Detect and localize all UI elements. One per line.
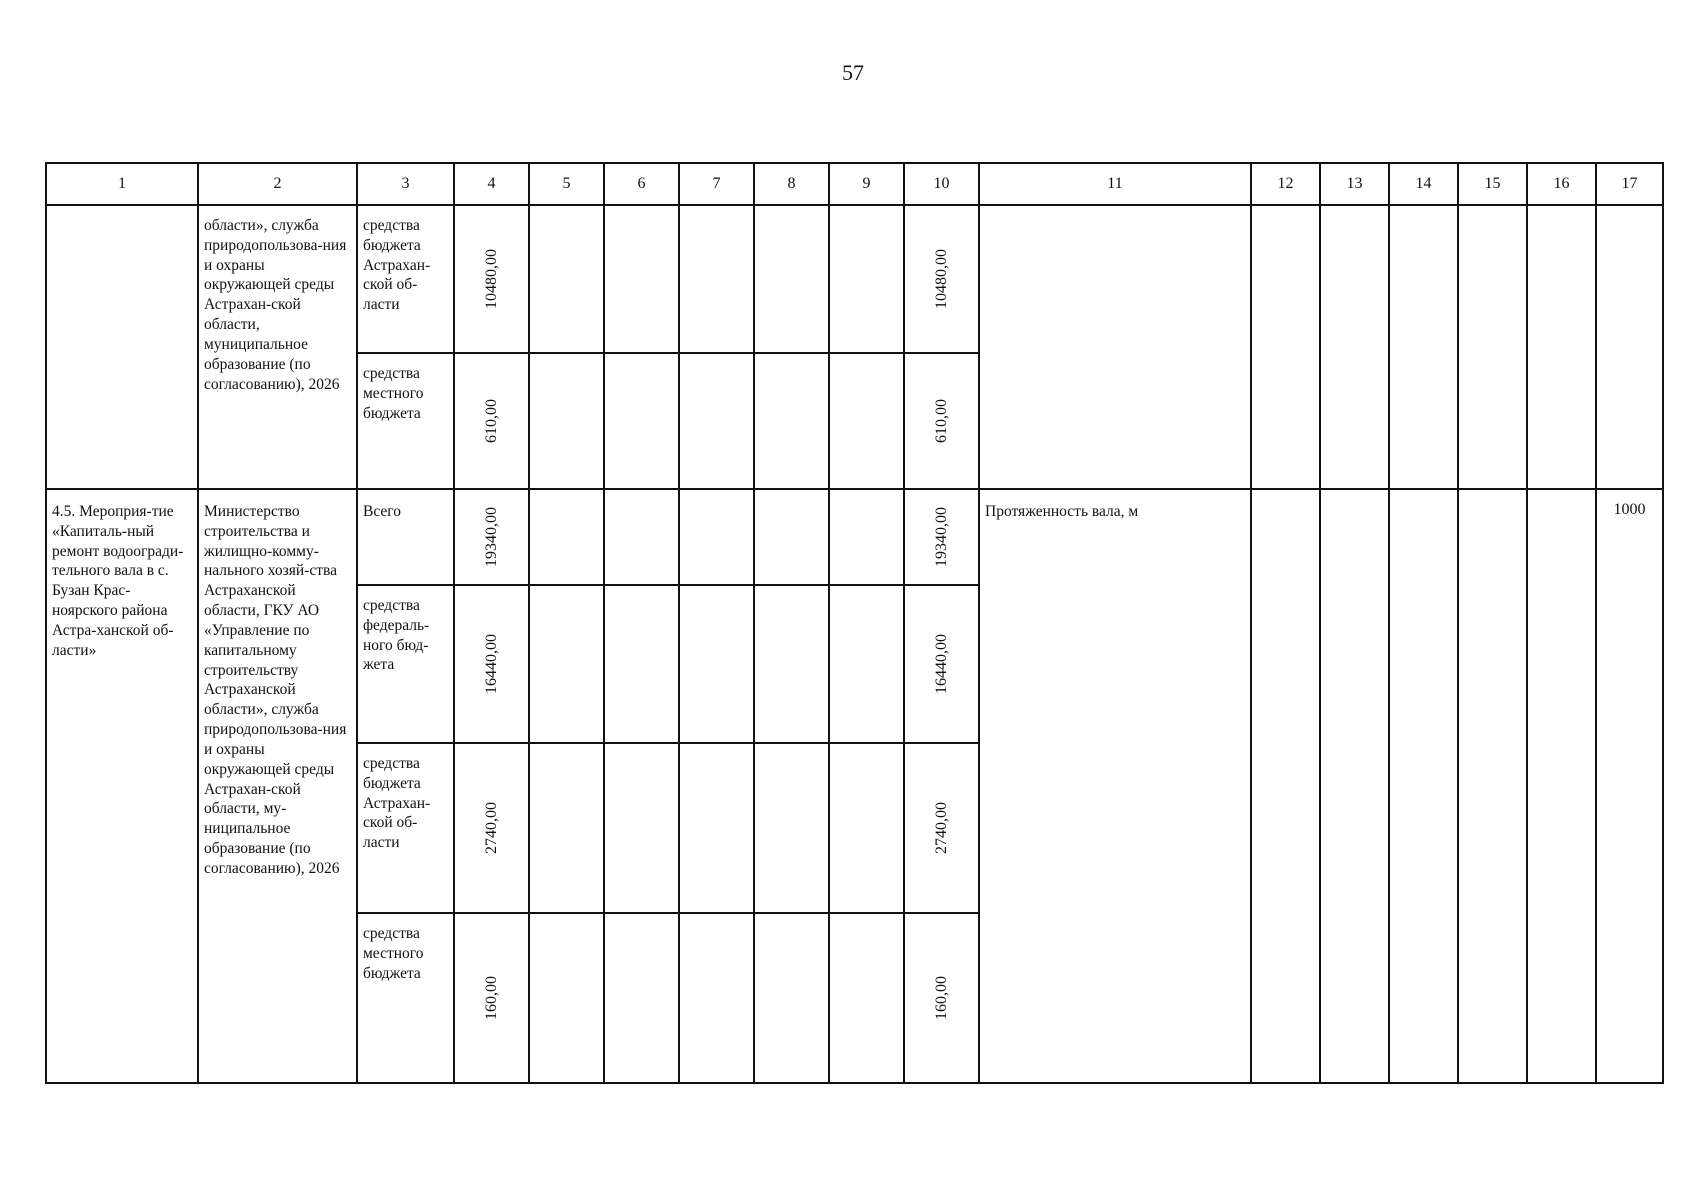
empty-cell: [529, 205, 604, 353]
header-cell-16: 16: [1527, 163, 1596, 205]
executor-cell: [198, 205, 357, 489]
indicator-cell: [979, 489, 1251, 1083]
target-value: 1000: [1613, 501, 1646, 518]
table-row: [46, 489, 1663, 585]
empty-cell: [1527, 489, 1596, 1083]
header-cell-8: 8: [754, 163, 829, 205]
empty-cell: [829, 743, 904, 913]
header-cell-9: 9: [829, 163, 904, 205]
empty-cell: [1389, 205, 1458, 489]
table-row: [46, 205, 1663, 353]
target-value-cell: [1596, 205, 1663, 489]
header-cell-6: 6: [604, 163, 679, 205]
header-cell-10: 10: [904, 163, 979, 205]
target-value-cell: [1596, 489, 1663, 1083]
empty-cell: [829, 353, 904, 489]
amount-cell: [454, 585, 529, 743]
amount-value: 19340,00: [482, 507, 500, 567]
event-name-cell: [46, 205, 198, 489]
header-cell-7: 7: [679, 163, 754, 205]
header-cell-5: 5: [529, 163, 604, 205]
header-cell-2: 2: [198, 163, 357, 205]
event-name-text: 4.5. Мероприя-тие «Капиталь-ный ремонт водоогради-тельного вала в с. Бузан Крас-ноярского района Астра-ханской об-ласти»: [52, 503, 184, 659]
header-cell-11: 11: [979, 163, 1251, 205]
year-amount-cell: [904, 913, 979, 1083]
empty-cell: [829, 585, 904, 743]
empty-cell: [829, 489, 904, 585]
amount-cell: [454, 205, 529, 353]
funding-source-cell: [357, 205, 454, 353]
empty-cell: [829, 913, 904, 1083]
year-amount-value: 2740,00: [932, 802, 950, 854]
empty-cell: [604, 743, 679, 913]
funding-source-text: Всего: [363, 503, 402, 520]
amount-cell: [454, 353, 529, 489]
empty-cell: [1320, 205, 1389, 489]
funding-source-text: средства местного бюджета: [363, 365, 424, 422]
budget-table: [45, 162, 1664, 1084]
empty-cell: [1458, 489, 1527, 1083]
year-amount-cell: [904, 489, 979, 585]
header-row: [46, 163, 1663, 205]
empty-cell: [529, 489, 604, 585]
year-amount-value: 19340,00: [932, 507, 950, 567]
empty-cell: [754, 205, 829, 353]
amount-value: 10480,00: [482, 249, 500, 309]
empty-cell: [754, 489, 829, 585]
empty-cell: [679, 585, 754, 743]
funding-source-cell: [357, 743, 454, 913]
amount-value: 2740,00: [482, 802, 500, 854]
empty-cell: [754, 353, 829, 489]
year-amount-value: 16440,00: [932, 634, 950, 694]
funding-source-cell: [357, 913, 454, 1083]
empty-cell: [1251, 489, 1320, 1083]
empty-cell: [679, 743, 754, 913]
year-amount-value: 610,00: [932, 399, 950, 443]
indicator-cell: [979, 205, 1251, 489]
header-cell-15: 15: [1458, 163, 1527, 205]
indicator-text: Протяженность вала, м: [985, 503, 1139, 520]
year-amount-cell: [904, 353, 979, 489]
year-amount-cell: [904, 205, 979, 353]
empty-cell: [529, 353, 604, 489]
amount-cell: [454, 913, 529, 1083]
empty-cell: [679, 353, 754, 489]
empty-cell: [829, 205, 904, 353]
empty-cell: [604, 913, 679, 1083]
funding-source-text: средства бюджета Астрахан-ской об-ласти: [363, 755, 431, 852]
empty-cell: [529, 913, 604, 1083]
executor-cell: [198, 489, 357, 1083]
empty-cell: [604, 353, 679, 489]
amount-value: 16440,00: [482, 634, 500, 694]
executor-text: области», служба природопользова-ния и охраны окружающей среды Астрахан-ской области, муниципальное образование (по согласованию), 2026: [204, 217, 347, 393]
amount-cell: [454, 743, 529, 913]
header-cell-4: 4: [454, 163, 529, 205]
page-number: 57: [842, 60, 864, 85]
funding-source-text: средства местного бюджета: [363, 925, 424, 982]
empty-cell: [604, 205, 679, 353]
empty-cell: [1458, 205, 1527, 489]
year-amount-cell: [904, 743, 979, 913]
header-cell-14: 14: [1389, 163, 1458, 205]
empty-cell: [754, 913, 829, 1083]
header-cell-17: 17: [1596, 163, 1663, 205]
empty-cell: [1320, 489, 1389, 1083]
executor-text: Министерство строительства и жилищно-комму-нального хозяй-ства Астраханской области, ГКУ АО «Управление по капитальному строительству Астраханской области», служба природопользова-ния и охраны окружающей среды Астрахан-ской области, му-ниципальное образование (по согласованию), 2026: [204, 503, 347, 877]
empty-cell: [754, 585, 829, 743]
empty-cell: [679, 489, 754, 585]
empty-cell: [529, 743, 604, 913]
amount-value: 160,00: [482, 976, 500, 1020]
funding-source-cell: [357, 585, 454, 743]
funding-source-cell: [357, 489, 454, 585]
year-amount-value: 160,00: [932, 976, 950, 1020]
event-name-cell: [46, 489, 198, 1083]
empty-cell: [679, 913, 754, 1083]
header-cell-12: 12: [1251, 163, 1320, 205]
amount-cell: [454, 489, 529, 585]
empty-cell: [1251, 205, 1320, 489]
empty-cell: [604, 585, 679, 743]
empty-cell: [679, 205, 754, 353]
empty-cell: [1527, 205, 1596, 489]
header-cell-1: 1: [46, 163, 198, 205]
amount-value: 610,00: [482, 399, 500, 443]
year-amount-cell: [904, 585, 979, 743]
empty-cell: [754, 743, 829, 913]
year-amount-value: 10480,00: [932, 249, 950, 309]
header-cell-3: 3: [357, 163, 454, 205]
empty-cell: [1389, 489, 1458, 1083]
empty-cell: [604, 489, 679, 585]
header-cell-13: 13: [1320, 163, 1389, 205]
funding-source-text: средства федераль-ного бюд-жета: [363, 597, 430, 674]
empty-cell: [529, 585, 604, 743]
funding-source-cell: [357, 353, 454, 489]
funding-source-text: средства бюджета Астрахан-ской об-ласти: [363, 217, 431, 314]
